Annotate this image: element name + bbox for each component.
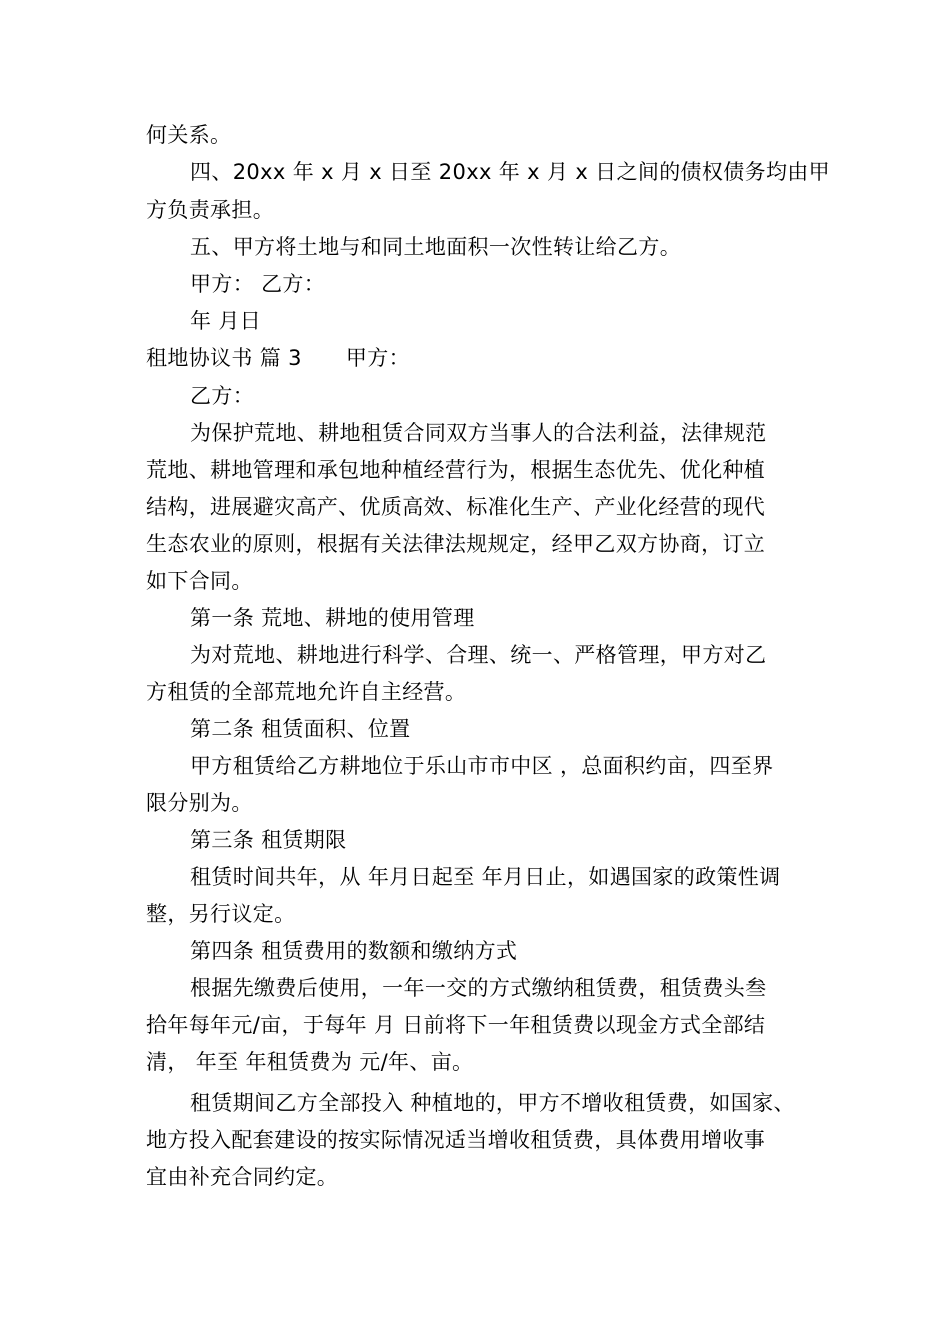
text-line: 生态农业的原则，根据有关法律法规规定，经甲乙双方协商，订立 bbox=[146, 532, 766, 556]
text-line: 乙方： bbox=[190, 384, 255, 408]
text-line: 宜由补充合同约定。 bbox=[146, 1165, 339, 1189]
text-line: 年 月日 bbox=[190, 309, 262, 333]
text-line: 根据先缴费后使用，一年一交的方式缴纳租赁费，租赁费头叁 bbox=[190, 976, 767, 1000]
text-line: 为对荒地、耕地进行科学、合理、统一、严格管理，甲方对乙 bbox=[190, 643, 767, 667]
text-line: 拾年每年元/亩，于每年 月 日前将下一年租赁费以现金方式全部结 bbox=[146, 1013, 766, 1037]
article-heading: 第四条 租赁费用的数额和缴纳方式 bbox=[190, 939, 518, 963]
text-line: 方负责承担。 bbox=[146, 198, 275, 222]
text-line: 五、甲方将土地与和同土地面积一次性转让给乙方。 bbox=[190, 235, 682, 259]
text-line: 如下合同。 bbox=[146, 569, 253, 593]
text-line: 甲方： 乙方： bbox=[190, 272, 326, 296]
section-heading-line bbox=[146, 345, 410, 371]
article-heading: 第一条 荒地、耕地的使用管理 bbox=[190, 606, 475, 630]
article-heading: 第三条 租赁期限 bbox=[190, 828, 347, 852]
text-line: 地方投入配套建设的按实际情况适当增收租赁费，具体费用增收事 bbox=[146, 1128, 766, 1152]
text-line: 何关系。 bbox=[146, 123, 232, 147]
text-line: 方租赁的全部荒地允许自主经营。 bbox=[146, 680, 467, 704]
text-line: 清， 年至 年租赁费为 元/年、亩。 bbox=[146, 1050, 474, 1074]
text-line: 租赁时间共年，从 年月日起至 年月日止，如遇国家的政策性调 bbox=[190, 865, 781, 889]
text-line: 为保护荒地、耕地租赁合同双方当事人的合法利益，法律规范 bbox=[190, 421, 767, 445]
article-heading: 第二条 租赁面积、位置 bbox=[190, 717, 411, 741]
party-a-label: 甲方： bbox=[345, 346, 410, 370]
text-line: 甲方租赁给乙方耕地位于乐山市市中区 ，总面积约亩，四至界 bbox=[190, 754, 774, 778]
text-line: 限分别为。 bbox=[146, 791, 253, 815]
text-line: 荒地、耕地管理和承包地种植经营行为，根据生态优先、优化种植 bbox=[146, 458, 766, 482]
text-line: 四、20xx 年 x 月 x 日至 20xx 年 x 月 x 日之间的债权债务均由甲 bbox=[190, 160, 830, 184]
text-line: 租赁期间乙方全部投入 种植地的，甲方不增收租赁费，如国家、 bbox=[190, 1091, 795, 1115]
text-line: 整，另行议定。 bbox=[146, 902, 296, 926]
text-line: 结构，进展避灾高产、优质高效、标准化生产、产业化经营的现代 bbox=[146, 495, 766, 519]
section-heading: 租地协议书 篇 3 bbox=[146, 346, 302, 370]
